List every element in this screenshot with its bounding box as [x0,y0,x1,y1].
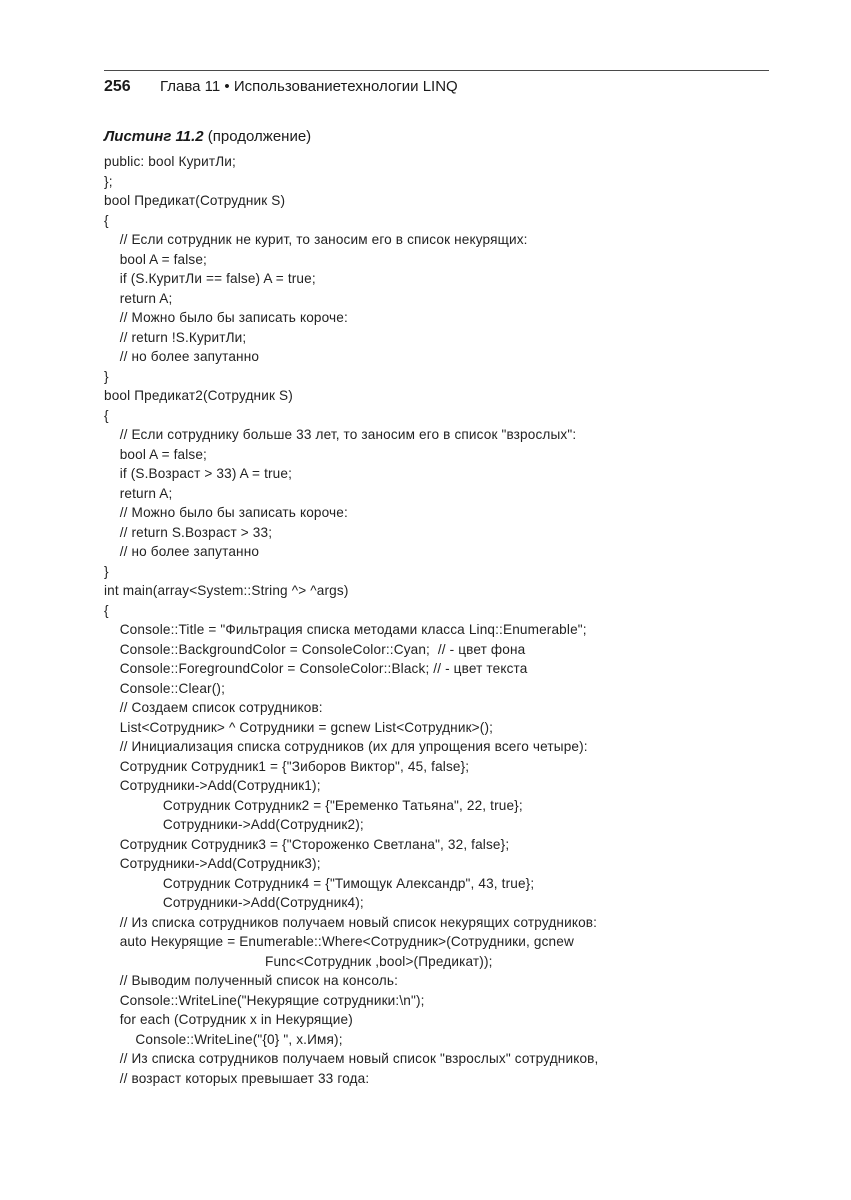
code-line: Console::WriteLine("Некурящие сотрудники:\n"); [104,992,425,1008]
chapter-title: Глава 11 • Использованиетехнологии LINQ [160,78,458,95]
code-line: for each (Сотрудник x in Некурящие) [104,1012,353,1027]
code-line: bool Предикат(Сотрудник S) [104,193,286,208]
code-listing [104,152,804,1088]
code-line: } [104,368,109,384]
code-line: bool A = false; [104,251,207,267]
code-line: // Можно было бы записать короче: [104,505,348,520]
code-line: // Создаем список сотрудников: [104,700,323,715]
code-line: // return !S.КуритЛи; [104,329,247,345]
code-line: Сотрудники->Add(Сотрудник2); [104,817,364,832]
code-line: Сотрудник Сотрудник2 = {"Еременко Татьяна", 22, true}; [104,797,523,813]
code-line: // Выводим полученный список на консоль: [104,973,398,988]
code-line: int main(array<System::String ^> ^args) [104,583,349,598]
code-line: Сотрудник Сотрудник3 = {"Стороженко Светлана", 32, false}; [104,836,510,852]
code-line: }; [104,173,113,189]
code-line: if (S.КуритЛи == false) A = true; [104,271,316,286]
code-line: bool A = false; [104,446,207,462]
code-line: bool Предикат2(Сотрудник S) [104,388,293,403]
code-line: Console::Clear(); [104,680,225,696]
code-line: // Можно было бы записать короче: [104,310,348,325]
code-line: Сотрудник Сотрудник4 = {"Тимощук Александр", 43, true}; [104,875,535,891]
code-line: Console::WriteLine("{0} ", x.Имя); [104,1031,343,1047]
code-line: return A; [104,290,173,306]
code-line: Сотрудники->Add(Сотрудник4); [104,895,364,910]
code-line: { [104,212,109,228]
code-line: // Инициализация списка сотрудников (их для упрощения всего четыре): [104,739,588,754]
code-line: // но более запутанно [104,349,260,364]
listing-number: Листинг 11.2 [104,128,204,145]
code-line: public: bool КуритЛи; [104,154,236,169]
code-line: { [104,407,109,423]
code-line: // return S.Возраст > 33; [104,524,273,540]
code-line: // Если сотрудник не курит, то заносим его в список некурящих: [104,232,528,247]
page-number: 256 [104,78,131,95]
code-line: Сотрудник Сотрудник1 = {"Зиборов Виктор", 45, false}; [104,758,470,774]
code-line: Сотрудники->Add(Сотрудник1); [104,778,321,793]
header-rule [104,70,769,71]
code-line: { [104,602,109,618]
listing-title [104,127,311,147]
code-line: auto Некурящие = Enumerable::Where<Сотрудник>(Сотрудники, gcnew [104,934,574,949]
code-line: } [104,563,109,579]
code-line: // Из списка сотрудников получаем новый список "взрослых" сотрудников, [104,1051,599,1066]
code-line: Console::Title = "Фильтрация списка методами класса Linq::Enumerable"; [104,622,587,637]
running-header [104,76,769,98]
code-line: Сотрудники->Add(Сотрудник3); [104,856,321,871]
code-line: Console::ForegroundColor = ConsoleColor::Black; // - цвет текста [104,661,528,676]
code-line: // Если сотруднику больше 33 лет, то заносим его в список "взрослых": [104,427,577,442]
code-line: // Из списка сотрудников получаем новый список некурящих сотрудников: [104,914,598,930]
code-line: Console::BackgroundColor = ConsoleColor::Cyan; // - цвет фона [104,641,526,657]
code-line: // возраст которых превышает 33 года: [104,1070,370,1086]
code-line: if (S.Возраст > 33) A = true; [104,466,293,481]
code-line: Func<Сотрудник ,bool>(Предикат)); [104,953,493,969]
code-line: List<Сотрудник> ^ Сотрудники = gcnew List<Сотрудник>(); [104,719,494,735]
code-line: return A; [104,485,173,501]
code-line: // но более запутанно [104,544,260,559]
listing-continuation: (продолжение) [207,128,312,145]
